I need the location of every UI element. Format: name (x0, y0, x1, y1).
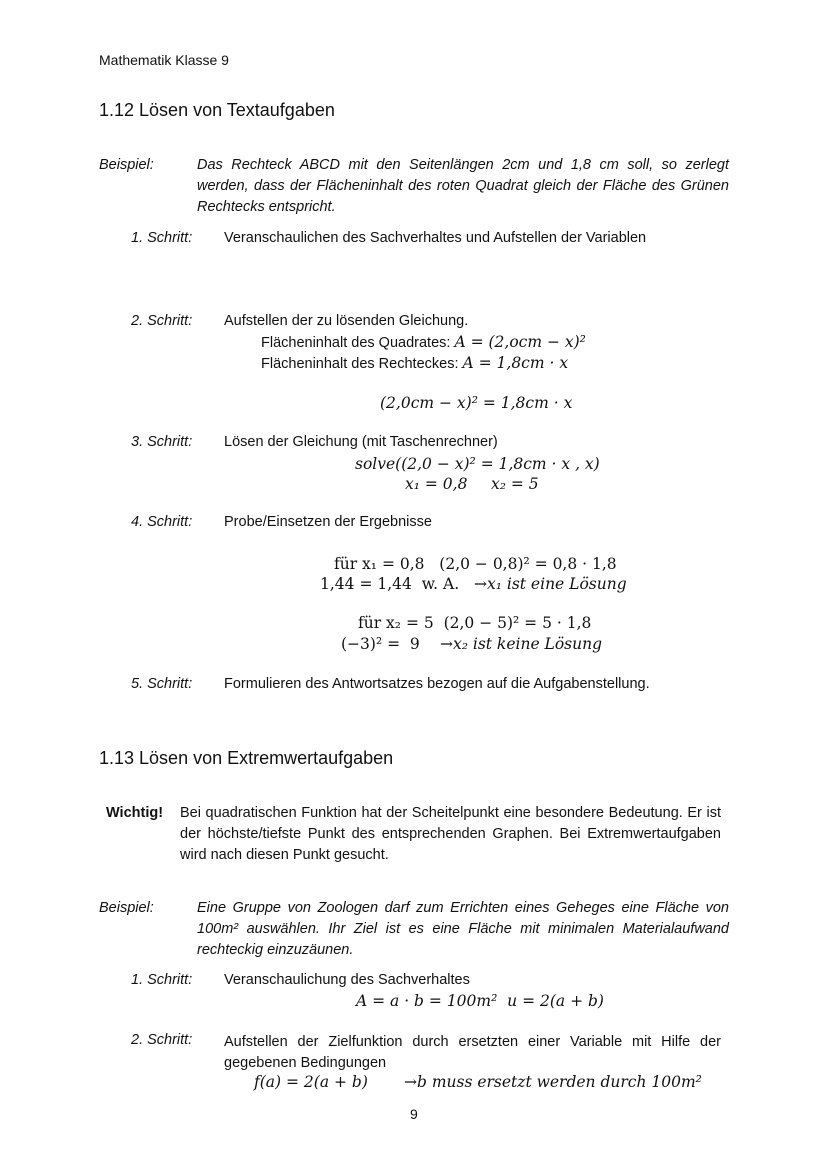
example-text: Eine Gruppe von Zoologen darf zum Errichten eines Geheges eine Fläche von 100m² auswählen. Ihr Ziel ist es eine Fläche mit minimalen Materialaufwand rechteckig einzuzäunen. (197, 900, 729, 958)
section-heading-1-13: 1.13 Lösen von Extremwertaufgaben (99, 748, 394, 768)
section-heading-1-12: 1.12 Lösen von Textaufgaben (99, 100, 335, 120)
solution-x1: x₁ = 0,8 (405, 475, 468, 493)
equation: (2,0cm − x)² = 1,8cm · x (380, 394, 573, 412)
important-text: Bei quadratischen Funktion hat der Scheitelpunkt eine besondere Bedeutung. Er ist der höchste/tiefste Punkt des entsprechenden Graphen. Bei Extremwertaufgaben wird nach diesen Punkt gesucht. (180, 805, 721, 863)
step-number: 1. Schritt: (131, 972, 193, 988)
formula-line-rectangle (261, 353, 568, 375)
page-number: 9 (410, 1106, 418, 1122)
target-function: f(a) = 2(a + b) (254, 1073, 368, 1091)
formula: A = (2,ocm − x)² (454, 333, 586, 351)
step-text: Lösen der Gleichung (mit Taschenrechner) (224, 434, 498, 450)
check-x2-result: (−3)² = 9 (341, 635, 420, 653)
solution-x2: x₂ = 5 (491, 475, 539, 493)
running-header: Mathematik Klasse 9 (99, 52, 229, 68)
substitution-note: →b muss ersetzt werden durch 100m² (404, 1073, 702, 1091)
step-number: 5. Schritt: (131, 676, 193, 692)
example-label: Beispiel: (99, 157, 154, 173)
check-x1-conclusion: →x₁ ist eine Lösung (474, 575, 627, 593)
step-text: Veranschaulichung des Sachverhaltes (224, 972, 470, 988)
check-x1-result: 1,44 = 1,44 w. A. (320, 575, 460, 593)
step-text: Aufstellen der Zielfunktion durch ersetzten einer Variable mit Hilfe der gegebenen Bedingungen (224, 1034, 721, 1071)
formula-line-square (261, 332, 586, 354)
check-x2-conclusion: →x₂ ist keine Lösung (440, 635, 603, 653)
example-text: Das Rechteck ABCD mit den Seitenlängen 2cm und 1,8 cm soll, so zerlegt werden, dass der Flächeninhalt des roten Quadrat gleich der Fläche des Grünen Rechtecks entspricht. (197, 157, 729, 215)
step-number: 2. Schritt: (131, 1032, 193, 1048)
step-text: Probe/Einsetzen der Ergebnisse (224, 514, 432, 530)
step-text: Veranschaulichen des Sachverhaltes und Aufstellen der Variablen (224, 230, 647, 246)
step-text: Aufstellen der zu lösenden Gleichung. (224, 313, 469, 329)
formula-label: Flächeninhalt des Rechteckes: (261, 356, 463, 372)
solve-expression: solve((2,0 − x)² = 1,8cm · x , x) (355, 455, 600, 473)
example-label: Beispiel: (99, 900, 154, 916)
step-number: 4. Schritt: (131, 514, 193, 530)
formula: A = a · b = 100m² u = 2(a + b) (356, 992, 604, 1010)
formula: A = 1,8cm · x (462, 354, 569, 372)
check-x2: für x₂ = 5 (2,0 − 5)² = 5 · 1,8 (358, 614, 592, 632)
step-number: 3. Schritt: (131, 434, 193, 450)
important-label: Wichtig! (106, 805, 164, 821)
step-number: 1. Schritt: (131, 230, 193, 246)
formula-label: Flächeninhalt des Quadrates: (261, 335, 455, 351)
step-number: 2. Schritt: (131, 313, 193, 329)
check-x1: für x₁ = 0,8 (2,0 − 0,8)² = 0,8 · 1,8 (334, 555, 617, 573)
step-text: Formulieren des Antwortsatzes bezogen auf die Aufgabenstellung. (224, 676, 650, 692)
